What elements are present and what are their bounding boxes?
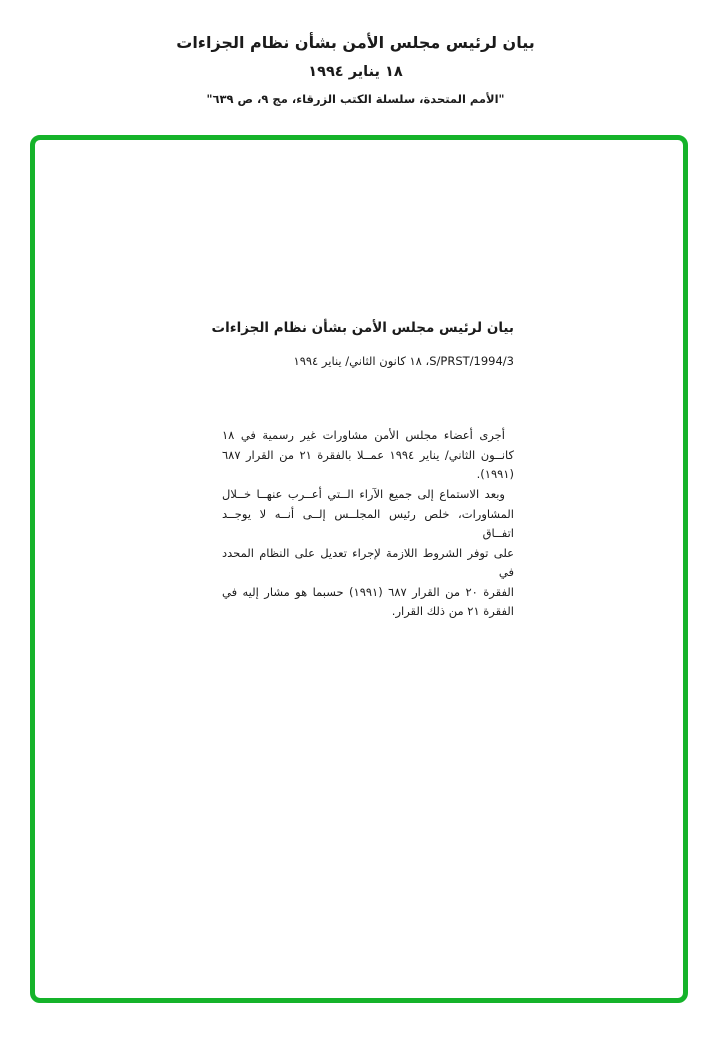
paragraph-line: الفقرة ٢١ من ذلك القرار. xyxy=(391,604,514,618)
paragraph-line: المشاورات، خلص رئيس المجلــس إلــى أنــه لا يوجــد اتفــاق xyxy=(222,506,514,540)
document-symbol-and-date: S/PRST/1994/3، ١٨ كانون الثاني/ يناير ١٩٩٤ xyxy=(293,354,514,368)
paragraph-line: كانــون الثاني/ يناير ١٩٩٤ عمــلا بالفقرة ٢١ من القرار ٦٨٧ xyxy=(222,447,514,462)
paragraph-line: وبعد الاستماع إلى جميع الآراء الــتي أعــرب عنهــا خــلال xyxy=(222,487,505,501)
document-title: بيان لرئيس مجلس الأمن بشأن نظام الجزاءات xyxy=(211,320,514,336)
paragraph-line: على توفر الشروط اللازمة لإجراء تعديل على النظام المحدد في xyxy=(222,545,514,579)
document-page-text-column xyxy=(211,140,514,998)
paragraph-1 xyxy=(222,426,514,485)
header-date: ١٨ يناير ١٩٩٤ xyxy=(308,64,403,80)
header-source-citation: "الأمم المتحدة، سلسلة الكتب الزرقاء، مج ٩، ص ٦٣٩" xyxy=(206,92,505,106)
page-header xyxy=(0,32,711,107)
document-frame xyxy=(30,135,688,1003)
header-title: بيان لرئيس مجلس الأمن بشأن نظام الجزاءات xyxy=(176,33,535,52)
paragraph-2 xyxy=(222,485,514,622)
paragraph-line: الفقرة ٢٠ من القرار ٦٨٧ (١٩٩١) حسبما هو مشار إليه في xyxy=(222,584,514,599)
paragraph-line: أجرى أعضاء مجلس الأمن مشاورات غير رسمية في ١٨ xyxy=(222,428,505,442)
paragraph-line: (١٩٩١). xyxy=(476,467,514,481)
